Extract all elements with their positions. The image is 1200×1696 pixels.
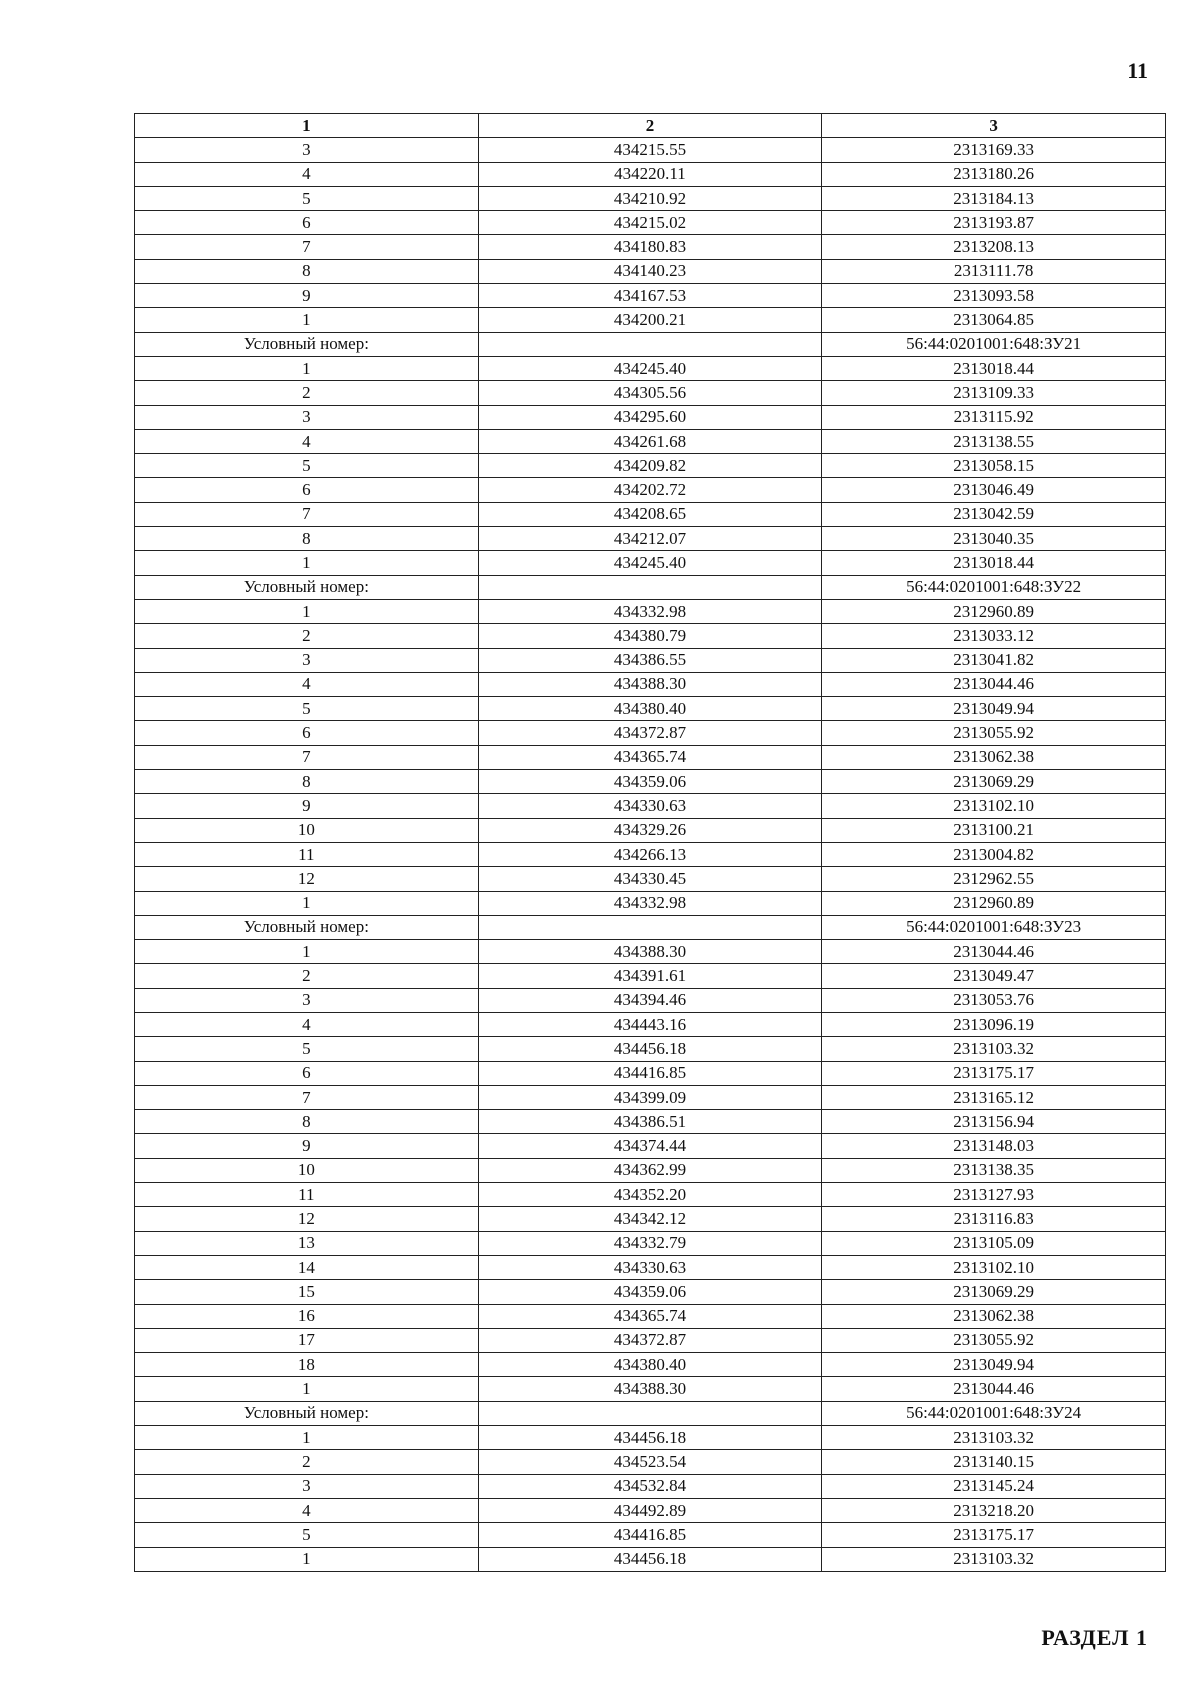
y-coordinate-cell: 2313064.85 (822, 308, 1166, 332)
y-coordinate-cell: 2313145.24 (822, 1474, 1166, 1498)
parcel-header-row (135, 575, 1166, 599)
point-number-cell: 17 (135, 1328, 479, 1352)
point-number-cell: 5 (135, 186, 479, 210)
x-coordinate-cell: 434208.65 (478, 502, 822, 526)
point-number-cell: 7 (135, 745, 479, 769)
x-coordinate-cell: 434330.63 (478, 794, 822, 818)
y-coordinate-cell: 2313103.32 (822, 1426, 1166, 1450)
x-coordinate-cell: 434394.46 (478, 988, 822, 1012)
point-number-cell: 1 (135, 356, 479, 380)
x-coordinate-cell: 434330.45 (478, 867, 822, 891)
y-coordinate-cell: 2313062.38 (822, 1304, 1166, 1328)
table-row (135, 1498, 1166, 1522)
point-number-cell: 4 (135, 162, 479, 186)
y-coordinate-cell: 2313175.17 (822, 1523, 1166, 1547)
table-row (135, 502, 1166, 526)
x-coordinate-cell: 434342.12 (478, 1207, 822, 1231)
y-coordinate-cell: 2313062.38 (822, 745, 1166, 769)
y-coordinate-cell: 2313049.94 (822, 1353, 1166, 1377)
point-number-cell: 3 (135, 405, 479, 429)
point-number-cell: Условный номер: (135, 575, 479, 599)
table-row (135, 648, 1166, 672)
coordinates-table (134, 113, 1166, 1572)
point-number-cell: 10 (135, 818, 479, 842)
point-number-cell: 11 (135, 842, 479, 866)
point-number-cell: 9 (135, 284, 479, 308)
table-row (135, 1377, 1166, 1401)
x-coordinate-cell: 434388.30 (478, 1377, 822, 1401)
parcel-header-row (135, 332, 1166, 356)
x-coordinate-cell: 434180.83 (478, 235, 822, 259)
column-header-x: 2 (478, 114, 822, 138)
x-coordinate-cell: 434532.84 (478, 1474, 822, 1498)
table-row (135, 1231, 1166, 1255)
x-coordinate-cell: 434372.87 (478, 721, 822, 745)
y-coordinate-cell: 2313049.94 (822, 697, 1166, 721)
y-coordinate-cell: 56:44:0201001:648:ЗУ21 (822, 332, 1166, 356)
x-coordinate-cell (478, 915, 822, 939)
table-row (135, 551, 1166, 575)
y-coordinate-cell: 2313018.44 (822, 356, 1166, 380)
y-coordinate-cell: 2313055.92 (822, 721, 1166, 745)
table-row (135, 1523, 1166, 1547)
x-coordinate-cell: 434352.20 (478, 1183, 822, 1207)
table-row (135, 721, 1166, 745)
y-coordinate-cell: 2313046.49 (822, 478, 1166, 502)
table-row (135, 259, 1166, 283)
y-coordinate-cell: 2313053.76 (822, 988, 1166, 1012)
y-coordinate-cell: 2313093.58 (822, 284, 1166, 308)
point-number-cell: 13 (135, 1231, 479, 1255)
x-coordinate-cell: 434365.74 (478, 745, 822, 769)
point-number-cell: Условный номер: (135, 915, 479, 939)
point-number-cell: 3 (135, 1474, 479, 1498)
x-coordinate-cell: 434261.68 (478, 429, 822, 453)
table-row (135, 964, 1166, 988)
y-coordinate-cell: 2312962.55 (822, 867, 1166, 891)
point-number-cell: 8 (135, 259, 479, 283)
point-number-cell: Условный номер: (135, 1401, 479, 1425)
x-coordinate-cell: 434167.53 (478, 284, 822, 308)
column-header-y: 3 (822, 114, 1166, 138)
x-coordinate-cell: 434372.87 (478, 1328, 822, 1352)
table-row (135, 405, 1166, 429)
x-coordinate-cell: 434380.40 (478, 697, 822, 721)
point-number-cell: 1 (135, 940, 479, 964)
table-row (135, 308, 1166, 332)
point-number-cell: 9 (135, 1134, 479, 1158)
x-coordinate-cell: 434220.11 (478, 162, 822, 186)
table-row (135, 867, 1166, 891)
x-coordinate-cell: 434332.98 (478, 599, 822, 623)
x-coordinate-cell: 434359.06 (478, 770, 822, 794)
y-coordinate-cell: 2313004.82 (822, 842, 1166, 866)
y-coordinate-cell: 2313105.09 (822, 1231, 1166, 1255)
point-number-cell: 5 (135, 454, 479, 478)
y-coordinate-cell: 2313042.59 (822, 502, 1166, 526)
y-coordinate-cell: 56:44:0201001:648:ЗУ22 (822, 575, 1166, 599)
point-number-cell: 9 (135, 794, 479, 818)
point-number-cell: 12 (135, 1207, 479, 1231)
x-coordinate-cell: 434380.40 (478, 1353, 822, 1377)
table-row (135, 697, 1166, 721)
table-row (135, 1547, 1166, 1571)
table-row (135, 138, 1166, 162)
x-coordinate-cell: 434215.55 (478, 138, 822, 162)
y-coordinate-cell: 2313096.19 (822, 1012, 1166, 1036)
x-coordinate-cell: 434380.79 (478, 624, 822, 648)
point-number-cell: 15 (135, 1280, 479, 1304)
y-coordinate-cell: 2312960.89 (822, 891, 1166, 915)
x-coordinate-cell: 434295.60 (478, 405, 822, 429)
point-number-cell: 3 (135, 648, 479, 672)
x-coordinate-cell: 434365.74 (478, 1304, 822, 1328)
point-number-cell: 7 (135, 235, 479, 259)
y-coordinate-cell: 2313033.12 (822, 624, 1166, 648)
table-row (135, 1450, 1166, 1474)
y-coordinate-cell: 2313148.03 (822, 1134, 1166, 1158)
table-row (135, 478, 1166, 502)
y-coordinate-cell: 2313103.32 (822, 1547, 1166, 1571)
point-number-cell: 18 (135, 1353, 479, 1377)
y-coordinate-cell: 2313109.33 (822, 381, 1166, 405)
y-coordinate-cell: 2313044.46 (822, 1377, 1166, 1401)
point-number-cell: 2 (135, 624, 479, 648)
parcel-header-row (135, 915, 1166, 939)
table-row (135, 1353, 1166, 1377)
table-row (135, 1280, 1166, 1304)
point-number-cell: 5 (135, 697, 479, 721)
parcel-header-row (135, 1401, 1166, 1425)
x-coordinate-cell (478, 575, 822, 599)
point-number-cell: 1 (135, 1426, 479, 1450)
table-row (135, 842, 1166, 866)
column-header-point: 1 (135, 114, 479, 138)
point-number-cell: 7 (135, 1085, 479, 1109)
point-number-cell: 4 (135, 672, 479, 696)
table-row (135, 162, 1166, 186)
x-coordinate-cell: 434332.79 (478, 1231, 822, 1255)
table-row (135, 211, 1166, 235)
x-coordinate-cell: 434332.98 (478, 891, 822, 915)
point-number-cell: 8 (135, 527, 479, 551)
table-row (135, 599, 1166, 623)
x-coordinate-cell: 434359.06 (478, 1280, 822, 1304)
x-coordinate-cell (478, 1401, 822, 1425)
point-number-cell: 1 (135, 551, 479, 575)
y-coordinate-cell: 2313100.21 (822, 818, 1166, 842)
point-number-cell: 1 (135, 308, 479, 332)
table-row (135, 381, 1166, 405)
point-number-cell: 16 (135, 1304, 479, 1328)
x-coordinate-cell: 434305.56 (478, 381, 822, 405)
point-number-cell: 4 (135, 1012, 479, 1036)
x-coordinate-cell: 434210.92 (478, 186, 822, 210)
x-coordinate-cell: 434456.18 (478, 1547, 822, 1571)
table-row (135, 672, 1166, 696)
point-number-cell: 4 (135, 1498, 479, 1522)
y-coordinate-cell: 2313049.47 (822, 964, 1166, 988)
x-coordinate-cell: 434362.99 (478, 1158, 822, 1182)
x-coordinate-cell: 434212.07 (478, 527, 822, 551)
table-row (135, 1110, 1166, 1134)
y-coordinate-cell: 2313069.29 (822, 770, 1166, 794)
table-row (135, 1474, 1166, 1498)
point-number-cell: 7 (135, 502, 479, 526)
point-number-cell: 2 (135, 381, 479, 405)
x-coordinate-cell: 434523.54 (478, 1450, 822, 1474)
table-row (135, 1183, 1166, 1207)
y-coordinate-cell: 2313040.35 (822, 527, 1166, 551)
y-coordinate-cell: 2313102.10 (822, 794, 1166, 818)
x-coordinate-cell: 434329.26 (478, 818, 822, 842)
x-coordinate-cell: 434202.72 (478, 478, 822, 502)
x-coordinate-cell: 434374.44 (478, 1134, 822, 1158)
y-coordinate-cell: 2313156.94 (822, 1110, 1166, 1134)
point-number-cell: 8 (135, 1110, 479, 1134)
table-row (135, 1085, 1166, 1109)
x-coordinate-cell: 434388.30 (478, 940, 822, 964)
table-row (135, 1426, 1166, 1450)
x-coordinate-cell: 434209.82 (478, 454, 822, 478)
x-coordinate-cell: 434215.02 (478, 211, 822, 235)
point-number-cell: 8 (135, 770, 479, 794)
point-number-cell: 11 (135, 1183, 479, 1207)
section-label: РАЗДЕЛ 1 (1041, 1625, 1148, 1650)
y-coordinate-cell: 2313058.15 (822, 454, 1166, 478)
y-coordinate-cell: 2313165.12 (822, 1085, 1166, 1109)
x-coordinate-cell: 434245.40 (478, 356, 822, 380)
table-row (135, 1134, 1166, 1158)
point-number-cell: 2 (135, 1450, 479, 1474)
x-coordinate-cell: 434388.30 (478, 672, 822, 696)
x-coordinate-cell: 434443.16 (478, 1012, 822, 1036)
y-coordinate-cell: 2313102.10 (822, 1255, 1166, 1279)
y-coordinate-cell: 2313116.83 (822, 1207, 1166, 1231)
table-row (135, 1061, 1166, 1085)
point-number-cell: 6 (135, 1061, 479, 1085)
y-coordinate-cell: 56:44:0201001:648:ЗУ23 (822, 915, 1166, 939)
point-number-cell: 6 (135, 478, 479, 502)
table-row (135, 794, 1166, 818)
table-row (135, 454, 1166, 478)
y-coordinate-cell: 2313069.29 (822, 1280, 1166, 1304)
table-row (135, 235, 1166, 259)
y-coordinate-cell: 2313055.92 (822, 1328, 1166, 1352)
y-coordinate-cell: 2313180.26 (822, 162, 1166, 186)
x-coordinate-cell: 434245.40 (478, 551, 822, 575)
y-coordinate-cell: 2312960.89 (822, 599, 1166, 623)
page-number: 11 (1127, 58, 1148, 83)
table-row (135, 1207, 1166, 1231)
y-coordinate-cell: 2313175.17 (822, 1061, 1166, 1085)
y-coordinate-cell: 2313127.93 (822, 1183, 1166, 1207)
table-row (135, 186, 1166, 210)
table-row (135, 284, 1166, 308)
x-coordinate-cell: 434416.85 (478, 1061, 822, 1085)
table-row (135, 818, 1166, 842)
y-coordinate-cell: 2313138.55 (822, 429, 1166, 453)
y-coordinate-cell: 2313115.92 (822, 405, 1166, 429)
point-number-cell: 1 (135, 1547, 479, 1571)
x-coordinate-cell: 434140.23 (478, 259, 822, 283)
y-coordinate-cell: 2313041.82 (822, 648, 1166, 672)
x-coordinate-cell: 434200.21 (478, 308, 822, 332)
table-header-row (135, 114, 1166, 138)
y-coordinate-cell: 2313111.78 (822, 259, 1166, 283)
y-coordinate-cell: 2313044.46 (822, 672, 1166, 696)
point-number-cell: 12 (135, 867, 479, 891)
x-coordinate-cell: 434386.51 (478, 1110, 822, 1134)
table-row (135, 1012, 1166, 1036)
table-row (135, 745, 1166, 769)
x-coordinate-cell: 434266.13 (478, 842, 822, 866)
x-coordinate-cell: 434456.18 (478, 1037, 822, 1061)
y-coordinate-cell: 2313138.35 (822, 1158, 1166, 1182)
table-row (135, 891, 1166, 915)
point-number-cell: 4 (135, 429, 479, 453)
point-number-cell: 6 (135, 721, 479, 745)
point-number-cell: 10 (135, 1158, 479, 1182)
x-coordinate-cell: 434492.89 (478, 1498, 822, 1522)
y-coordinate-cell: 2313218.20 (822, 1498, 1166, 1522)
y-coordinate-cell: 2313208.13 (822, 235, 1166, 259)
y-coordinate-cell: 2313103.32 (822, 1037, 1166, 1061)
point-number-cell: 2 (135, 964, 479, 988)
table-row (135, 429, 1166, 453)
y-coordinate-cell: 2313193.87 (822, 211, 1166, 235)
point-number-cell: 3 (135, 988, 479, 1012)
table-row (135, 624, 1166, 648)
table-row (135, 1255, 1166, 1279)
point-number-cell: 5 (135, 1523, 479, 1547)
y-coordinate-cell: 2313169.33 (822, 138, 1166, 162)
x-coordinate-cell: 434386.55 (478, 648, 822, 672)
point-number-cell: 1 (135, 1377, 479, 1401)
y-coordinate-cell: 2313140.15 (822, 1450, 1166, 1474)
table-row (135, 527, 1166, 551)
point-number-cell: 1 (135, 599, 479, 623)
table-row (135, 1037, 1166, 1061)
x-coordinate-cell: 434399.09 (478, 1085, 822, 1109)
x-coordinate-cell: 434330.63 (478, 1255, 822, 1279)
x-coordinate-cell (478, 332, 822, 356)
table-row (135, 940, 1166, 964)
x-coordinate-cell: 434456.18 (478, 1426, 822, 1450)
x-coordinate-cell: 434416.85 (478, 1523, 822, 1547)
table-row (135, 356, 1166, 380)
y-coordinate-cell: 56:44:0201001:648:ЗУ24 (822, 1401, 1166, 1425)
y-coordinate-cell: 2313044.46 (822, 940, 1166, 964)
point-number-cell: Условный номер: (135, 332, 479, 356)
point-number-cell: 14 (135, 1255, 479, 1279)
x-coordinate-cell: 434391.61 (478, 964, 822, 988)
table-body (135, 138, 1166, 1572)
point-number-cell: 1 (135, 891, 479, 915)
table-row (135, 1328, 1166, 1352)
table-row (135, 988, 1166, 1012)
table-row (135, 770, 1166, 794)
table-row (135, 1158, 1166, 1182)
table-row (135, 1304, 1166, 1328)
point-number-cell: 5 (135, 1037, 479, 1061)
point-number-cell: 3 (135, 138, 479, 162)
y-coordinate-cell: 2313184.13 (822, 186, 1166, 210)
y-coordinate-cell: 2313018.44 (822, 551, 1166, 575)
point-number-cell: 6 (135, 211, 479, 235)
